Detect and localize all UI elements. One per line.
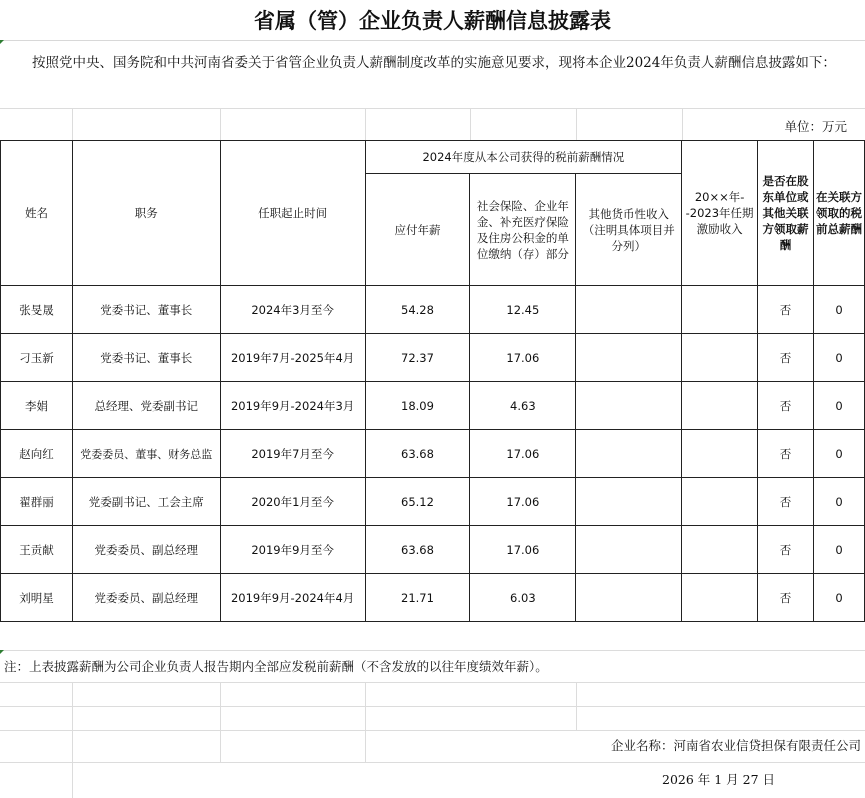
cell-name: 张旻晟: [1, 286, 73, 334]
header-related-party-flag: 是否在股东单位或其他关联方领取薪酬: [758, 141, 814, 286]
cell-flag: 否: [758, 430, 814, 478]
cell-related: 0: [813, 430, 864, 478]
cell-salary: 54.28: [365, 286, 470, 334]
cell-tenure: 2024年3月至今: [220, 286, 365, 334]
cell-other: [576, 430, 682, 478]
footnote: 注：上表披露薪酬为公司企业负责人报告期内全部应发税前薪酬（不含发放的以往年度绩效年薪）。: [4, 659, 548, 674]
cell-position: 党委书记、董事长: [72, 286, 220, 334]
cell-salary: 72.37: [365, 334, 470, 382]
cell-insurance: 12.45: [470, 286, 576, 334]
header-pretax-group: 2024年度从本公司获得的税前薪酬情况: [365, 141, 682, 174]
cell-tenure: 2019年9月-2024年3月: [220, 382, 365, 430]
cell-position: 党委副书记、工会主席: [72, 478, 220, 526]
table-row: [1, 286, 865, 334]
header-tenure: 任职起止时间: [220, 141, 365, 286]
cell-flag: 否: [758, 478, 814, 526]
grid-line: [365, 108, 366, 140]
cell-salary: 18.09: [365, 382, 470, 430]
header-annual-salary: 应付年薪: [365, 174, 470, 286]
cell-insurance: 4.63: [470, 382, 576, 430]
cell-incentive: [682, 574, 758, 622]
cell-insurance: 17.06: [470, 430, 576, 478]
cell-salary: 21.71: [365, 574, 470, 622]
cell-other: [576, 478, 682, 526]
grid-line: [0, 650, 865, 651]
grid-line: [682, 108, 683, 140]
header-related-party-total: 在关联方领取的税前总薪酬: [813, 141, 864, 286]
cell-position: 党委委员、董事、财务总监: [72, 430, 220, 478]
cell-position: 总经理、党委副书记: [72, 382, 220, 430]
cell-flag: 否: [758, 574, 814, 622]
cell-related: 0: [813, 478, 864, 526]
grid-line: [72, 108, 73, 140]
table-row: [1, 526, 865, 574]
cell-marker: [0, 40, 4, 44]
company-name: 企业名称：河南省农业信贷担保有限责任公司: [610, 738, 861, 753]
cell-insurance: 6.03: [470, 574, 576, 622]
cell-flag: 否: [758, 382, 814, 430]
table-row: [1, 382, 865, 430]
grid-line: [576, 108, 577, 140]
cell-name: 赵向红: [1, 430, 73, 478]
salary-table: [0, 140, 865, 622]
disclosure-date: 2026 年 1 月 27 日: [662, 772, 776, 787]
cell-incentive: [682, 382, 758, 430]
cell-tenure: 2020年1月至今: [220, 478, 365, 526]
cell-incentive: [682, 430, 758, 478]
cell-related: 0: [813, 286, 864, 334]
cell-salary: 65.12: [365, 478, 470, 526]
header-other-income: 其他货币性收入（注明具体项目并分列）: [576, 174, 682, 286]
cell-incentive: [682, 286, 758, 334]
cell-other: [576, 574, 682, 622]
cell-flag: 否: [758, 286, 814, 334]
table-row: [1, 478, 865, 526]
cell-tenure: 2019年9月-2024年4月: [220, 574, 365, 622]
cell-position: 党委委员、副总经理: [72, 526, 220, 574]
cell-insurance: 17.06: [470, 334, 576, 382]
table-row: [1, 430, 865, 478]
cell-position: 党委书记、董事长: [72, 334, 220, 382]
cell-tenure: 2019年7月至今: [220, 430, 365, 478]
header-social-insurance: 社会保险、企业年金、补充医疗保险及住房公积金的单位缴纳（存）部分: [470, 174, 576, 286]
grid-line: [0, 108, 865, 109]
grid-line: [576, 682, 577, 730]
cell-name: 王贡献: [1, 526, 73, 574]
cell-name: 李娟: [1, 382, 73, 430]
cell-incentive: [682, 478, 758, 526]
grid-line: [470, 108, 471, 140]
cell-salary: 63.68: [365, 526, 470, 574]
page-title: 省属（管）企业负责人薪酬信息披露表: [0, 0, 865, 41]
cell-insurance: 17.06: [470, 478, 576, 526]
grid-line: [0, 762, 865, 763]
cell-salary: 63.68: [365, 430, 470, 478]
cell-name: 刁玉新: [1, 334, 73, 382]
table-row: [1, 334, 865, 382]
unit-label: 单位：万元: [784, 119, 847, 134]
cell-other: [576, 334, 682, 382]
grid-line: [0, 706, 865, 707]
header-incentive: 20××年--2023年任期激励收入: [682, 141, 758, 286]
header-name: 姓名: [1, 141, 73, 286]
cell-related: 0: [813, 334, 864, 382]
grid-line: [220, 108, 221, 140]
cell-insurance: 17.06: [470, 526, 576, 574]
cell-related: 0: [813, 382, 864, 430]
cell-related: 0: [813, 574, 864, 622]
cell-other: [576, 382, 682, 430]
cell-tenure: 2019年7月-2025年4月: [220, 334, 365, 382]
cell-other: [576, 526, 682, 574]
cell-other: [576, 286, 682, 334]
cell-name: 刘明星: [1, 574, 73, 622]
grid-line: [0, 682, 865, 683]
intro-paragraph: 按照党中央、国务院和中共河南省委关于省管企业负责人薪酬制度改革的实施意见要求，现将本企业2024年负责人薪酬信息披露如下：: [32, 55, 836, 71]
cell-related: 0: [813, 526, 864, 574]
cell-tenure: 2019年9月至今: [220, 526, 365, 574]
grid-line: [365, 682, 366, 762]
cell-incentive: [682, 334, 758, 382]
cell-incentive: [682, 526, 758, 574]
grid-line: [72, 682, 73, 798]
grid-line: [0, 730, 865, 731]
header-position: 职务: [72, 141, 220, 286]
grid-line: [220, 682, 221, 762]
cell-marker: [0, 650, 4, 654]
cell-name: 翟群丽: [1, 478, 73, 526]
cell-flag: 否: [758, 526, 814, 574]
cell-position: 党委委员、副总经理: [72, 574, 220, 622]
table-row: [1, 574, 865, 622]
cell-flag: 否: [758, 334, 814, 382]
